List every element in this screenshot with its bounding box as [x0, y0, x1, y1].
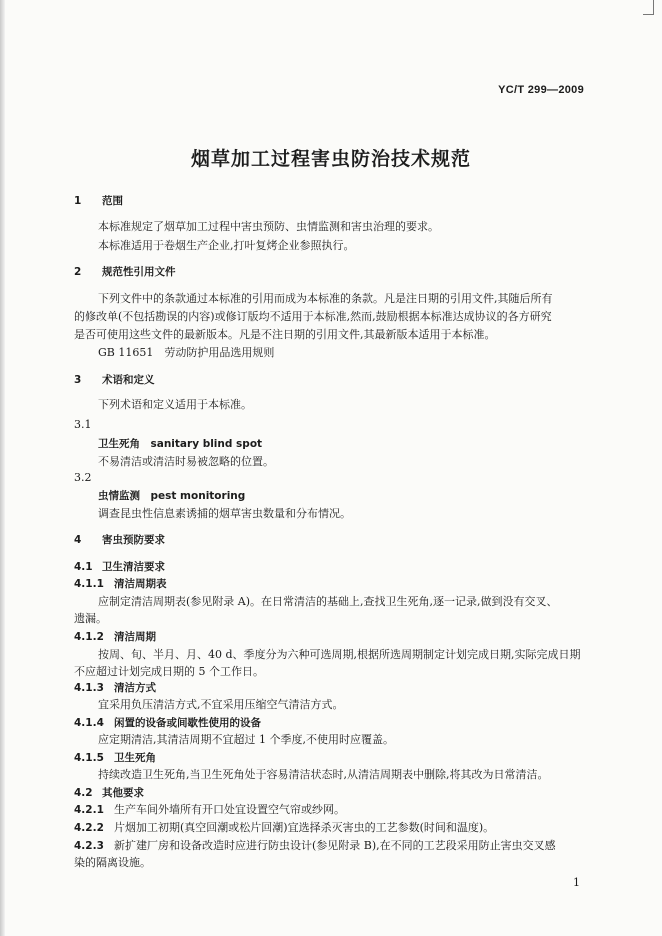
- paragraph-line: 遗漏。: [74, 612, 107, 625]
- clause-text: 生产车间外墙所有开口处宜设置空气帘或纱网。: [114, 803, 345, 816]
- clause-line: [74, 803, 345, 817]
- clause-title: 卫生死角: [114, 752, 156, 764]
- paragraph-line: 染的隔离设施。: [74, 856, 151, 869]
- section-3-heading: [74, 373, 155, 387]
- paragraph-line: 持续改造卫生死角,当卫生死角处于容易清洁状态时,从清洁周期表中删除,将其改为日常清洁。: [98, 768, 549, 781]
- clause-text: 新扩建厂房和设备改造时应进行防虫设计(参见附录 B),在不同的工艺段采用防止害虫交叉感: [114, 839, 556, 852]
- term-definition: 不易清洁或清洁时易被忽略的位置。: [98, 455, 274, 468]
- paragraph-line: 是否可使用这些文件的最新版本。凡是不注日期的引用文件,其最新版本适用于本标准。: [74, 328, 496, 341]
- scan-edge: [0, 0, 5, 936]
- paragraph-line: 不应超过计划完成日期的 5 个工作日。: [74, 665, 264, 678]
- subsection-number: 4.1: [74, 561, 93, 573]
- section-title: 害虫预防要求: [102, 534, 165, 546]
- clause-number: 4.1.1: [74, 578, 104, 590]
- section-1-heading: [74, 194, 123, 208]
- clause-text: 片烟加工初期(真空回潮或松片回潮)宜选择杀灭害虫的工艺参数(时间和温度)。: [114, 821, 495, 834]
- standard-code: YC/T 299—2009: [498, 84, 584, 96]
- clause-heading: [74, 716, 261, 730]
- term-number: 3.2: [74, 471, 92, 484]
- clause-heading: [74, 577, 167, 591]
- subsection-heading: [74, 786, 144, 800]
- subsection-number: 4.2: [74, 787, 93, 799]
- section-2-heading: [74, 265, 176, 279]
- clause-line: [74, 839, 556, 853]
- clause-title: 清洁方式: [114, 682, 156, 694]
- clause-heading: [74, 751, 156, 765]
- term-number: 3.1: [74, 418, 92, 431]
- clause-number: 4.1.5: [74, 752, 104, 764]
- clause-title: 清洁周期表: [114, 578, 167, 590]
- clause-title: 闲置的设备或间歇性使用的设备: [114, 717, 261, 729]
- scan-corner-mark: [643, 0, 654, 15]
- clause-heading: [74, 630, 156, 644]
- normative-reference: GB 11651 劳动防护用品选用规则: [98, 346, 275, 359]
- document-title: 烟草加工过程害虫防治技术规范: [190, 148, 471, 170]
- section-number: 3: [74, 374, 82, 386]
- clause-title: 清洁周期: [114, 631, 156, 643]
- clause-number: 4.1.2: [74, 631, 104, 643]
- paragraph-line: 下列文件中的条款通过本标准的引用而成为本标准的条款。凡是注日期的引用文件,其随后所有: [98, 292, 553, 305]
- section-title: 规范性引用文件: [102, 266, 176, 278]
- section-number: 4: [74, 534, 82, 546]
- subsection-heading: [74, 560, 165, 574]
- term-title: 卫生死角 sanitary blind spot: [98, 438, 263, 450]
- paragraph-line: 宜采用负压清洁方式,不宜采用压缩空气清洁方式。: [98, 698, 344, 711]
- paragraph-line: 的修改单(不包括勘误的内容)或修订版均不适用于本标准,然而,鼓励根据本标准达成协议的各方研究: [74, 310, 552, 323]
- subsection-title: 卫生清洁要求: [102, 561, 165, 573]
- paragraph: 本标准适用于卷烟生产企业,打叶复烤企业参照执行。: [98, 239, 355, 252]
- section-number: 2: [74, 266, 82, 278]
- term-title: 虫情监测 pest monitoring: [98, 490, 246, 502]
- clause-line: [74, 821, 494, 835]
- clause-number: 4.2.3: [74, 840, 104, 852]
- clause-number: 4.2.1: [74, 804, 104, 816]
- section-4-heading: [74, 533, 165, 547]
- section-number: 1: [74, 195, 82, 207]
- paragraph-line: 应定期清洁,其清洁周期不宜超过 1 个季度,不使用时应覆盖。: [98, 733, 394, 746]
- paragraph: 本标准规定了烟草加工过程中害虫预防、虫情监测和害虫治理的要求。: [98, 220, 439, 233]
- paragraph: 下列术语和定义适用于本标准。: [98, 398, 252, 411]
- clause-heading: [74, 681, 156, 695]
- paragraph-line: 按周、旬、半月、月、40 d、季度分为六种可选周期,根据所选周期制定计划完成日期,实际完成日期: [98, 648, 581, 661]
- clause-number: 4.1.4: [74, 717, 104, 729]
- term-definition: 调查昆虫性信息素诱捕的烟草害虫数量和分布情况。: [98, 507, 351, 520]
- paragraph-line: 应制定清洁周期表(参见附录 A)。在日常清洁的基础上,查找卫生死角,逐一记录,做到没有交叉、: [98, 595, 558, 608]
- section-title: 术语和定义: [102, 374, 155, 386]
- page-number: 1: [573, 876, 580, 889]
- subsection-title: 其他要求: [102, 787, 144, 799]
- clause-number: 4.1.3: [74, 682, 104, 694]
- section-title: 范围: [102, 195, 123, 207]
- clause-number: 4.2.2: [74, 822, 104, 834]
